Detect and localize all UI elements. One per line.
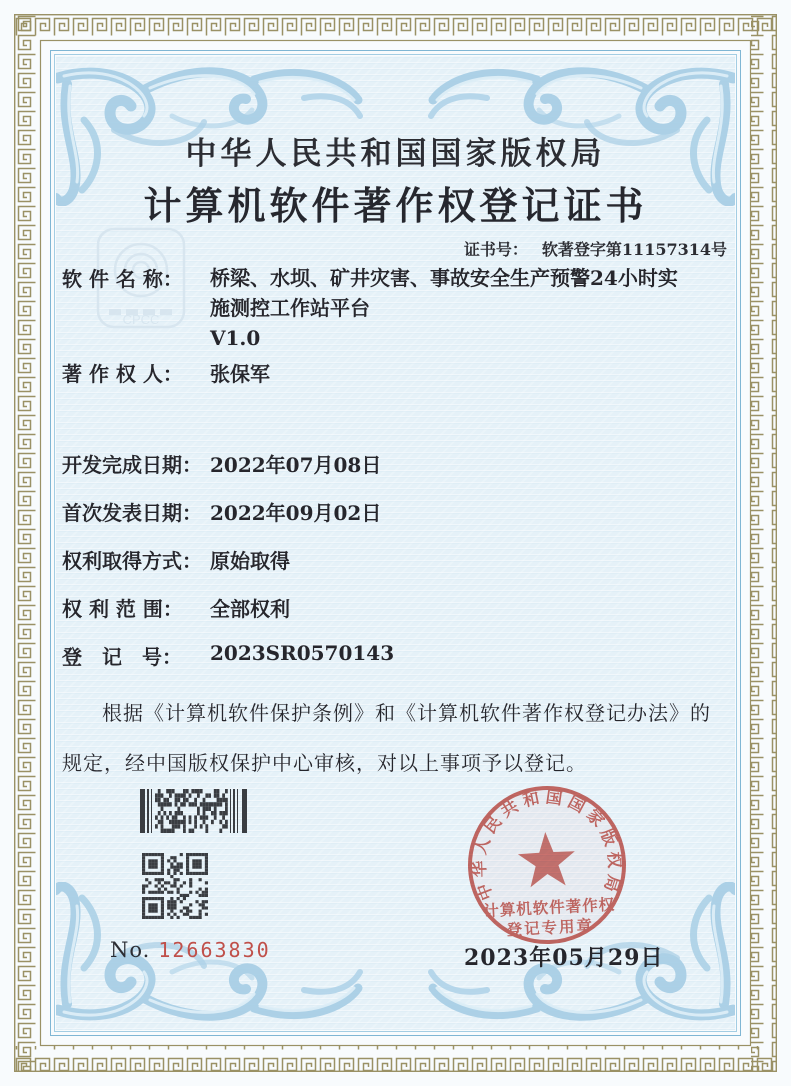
serial-prefix: No.	[110, 938, 151, 962]
rights-acquisition-value: 原始取得	[210, 549, 290, 573]
field-label: 权 利 范 围：	[62, 597, 183, 621]
field-dev-complete-date	[62, 449, 381, 478]
author-value: 张保军	[210, 362, 270, 386]
software-version: V1.0	[210, 326, 261, 350]
field-rights-scope	[62, 593, 290, 622]
issue-date: 2023年05月29日	[464, 945, 664, 971]
registration-statement: 根据《计算机软件保护条例》和《计算机软件著作权登记办法》的规定，经中国版权保护中心审核，对以上事项予以登记。	[62, 701, 711, 775]
first-publish-date-value: 2022年09月02日	[210, 501, 382, 525]
field-registration-number	[62, 641, 394, 670]
dev-complete-date-value: 2022年07月08日	[210, 453, 382, 477]
barcode-2d-icon	[140, 789, 248, 833]
registration-number-value: 2023SR0570143	[210, 641, 395, 665]
certificate-number-label: 证书号：	[463, 240, 528, 259]
rights-scope-value: 全部权利	[210, 597, 290, 621]
issuing-authority: 中华人民共和国国家版权局	[185, 136, 606, 172]
field-label: 首次发表日期：	[62, 501, 202, 525]
field-label: 权利取得方式：	[62, 549, 202, 573]
field-first-publish-date	[62, 497, 381, 526]
serial-number-value: 12663830	[158, 938, 271, 962]
qr-code-icon	[142, 853, 208, 919]
serial-number	[110, 938, 271, 962]
field-label: 登 记 号：	[62, 645, 182, 669]
certificate-number	[464, 237, 727, 260]
certificate-number-value: 软著登字第11157314号	[541, 240, 727, 259]
seal-line1: 计算机软件著作权	[482, 894, 616, 921]
field-software-name	[62, 263, 738, 353]
official-seal	[447, 765, 647, 965]
seal-line2: 登记专用章	[506, 915, 595, 940]
software-name-line1: 桥梁、水坝、矿井灾害、事故安全生产预警24小时实	[210, 266, 678, 290]
field-label: 著 作 权 人：	[62, 362, 183, 386]
field-rights-acquisition	[62, 545, 290, 574]
certificate-title: 计算机软件著作权登记证书	[143, 183, 648, 228]
seal-ring-text: 中华人民共和国国家版权局	[469, 787, 625, 903]
software-name-line2: 施测控工作站平台	[210, 296, 370, 320]
field-label: 软 件 名 称：	[62, 267, 183, 291]
field-author	[62, 358, 270, 387]
field-label: 开发完成日期：	[62, 453, 202, 477]
